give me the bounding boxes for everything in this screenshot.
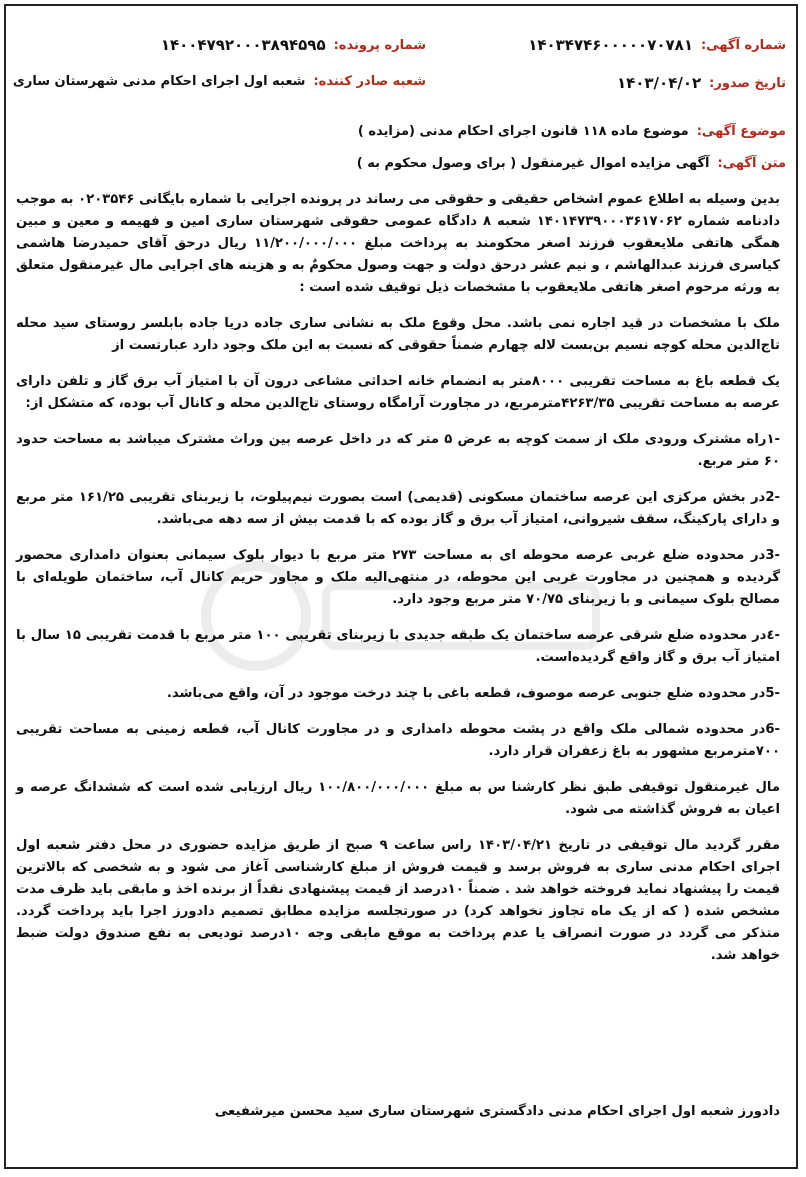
paragraph-auction-terms: مقرر گردید مال توقیفی در تاریخ ۱۴۰۳/۰۴/۲۱ راس ساعت ۹ صبح از طریق مزایده حضوری در محل دفتر شعبه اول اجرای احکام مدنی ساری به فروش برسد و قیمت فروش از مبلغ کارشناسی آغاز می شود و به شخصی که بالاترین قیمت را پیشنهاد نماید فروخته خواهد شد . ضمناً ۱۰درصد از قیمت پیشنهادی نقداً از برنده اخذ و مابقی باید ظرف مدت مشخص شده ( که از یک ماه تجاوز نخواهد کرد) در صورتجلسه مزایده مطابق تصمیم دادورز اجرا باید پرداخت گردد. متذکر می گردد در صورت انصراف یا عدم پرداخت به موقع مابقی وجه ۱۰درصد تودیعی به نفع صندوق دولت ضبط خواهد شد. xyxy=(16,838,781,963)
paragraph-intro: بدین وسیله به اطلاع عموم اشخاص حقیقی و حقوقی می رساند در پرونده اجرایی با شماره بایگانی ۰۲۰۳۵۴۶ به موجب دادنامه شماره ۱۴۰۱۴۷۳۹۰۰۰۳۶۱۷۰۶۲ شعبه ۸ دادگاه عمومی حقوقی شهرستان ساری امین و فهیمه و معین و مبین همگی هاتفی ملایعقوب فرزند اصغر محکومند به پرداخت مبلغ ۱۱/۲۰۰/۰۰۰/۰۰۰ ریال درحق آقای حمیدرضا هاشمی کیاسری فرزند عبدالهاشم ، و نیم عشر درحق دولت و جهت وصول محکومٌ به و هزینه های اجرایی مال غیرمنقول متعلق به ورثه مرحوم اصغر هاتفی ملایعقوب با مشخصات ذیل توقیف شده است : xyxy=(16,192,781,295)
subject-value: موضوع ماده ۱۱۸ قانون اجرای احکام مدنی (مزایده ) xyxy=(357,124,689,139)
notice-number: ۱۴۰۳۴۷۴۶۰۰۰۰۰۷۰۷۸۱ xyxy=(528,36,693,54)
notice-frame xyxy=(4,4,798,1169)
file-number-row xyxy=(161,36,426,54)
notice-text-value: آگهی مزایده اموال غیرمنقول ( برای وصول محکوم به ) xyxy=(356,156,710,171)
notice-body xyxy=(16,189,780,981)
notice-number-row xyxy=(528,36,786,54)
issue-date: ۱۴۰۳/۰۴/۰۲ xyxy=(616,74,702,92)
signature: دادورز شعبه اول اجرای احکام مدنی دادگستری شهرستان ساری سید محسن میرشفیعی xyxy=(214,1104,780,1119)
paragraph-property-description: یک قطعه باغ به مساحت تقریبی ۸۰۰۰متر به انضمام خانه احداثی مشاعی درون آن با امتیاز آب برق گاز و تلفن دارای عرصه به مساحت تقریبی ۴۲۶۳/۳۵مترمربع، در مجاورت آرامگاه روستای تاج‌الدین محله و کانال آب بوده، که متشکل از: xyxy=(16,374,780,411)
notice-text-label: متن آگهی: xyxy=(717,156,786,171)
paragraph-item-1: -۱راه مشترک ورودی ملک از سمت کوچه به عرض ۵ متر که در داخل عرصه بین وراث مشترک میباشد به مساحت حدود ۶۰ متر مربع. xyxy=(16,432,780,469)
paragraph-item-2: -2در بخش مرکزی این عرصه ساختمان مسکونی (قدیمی) است بصورت نیم‌پیلوت، با زیربنای تقریبی ۱۶۱/۲۵ متر مربع و دارای پارکینگ، سقف شیروانی، امتیاز آب برق و گاز بوده که با قدمت بیش از سه دهه می‌باشد. xyxy=(16,490,780,527)
paragraph-item-6: -6در محدوده شمالی ملک واقع در پشت محوطه دامداری و در مجاورت کانال آب، قطعه زمینی به مساحت تقریبی ۷۰۰مترمربع مشهور به باغ زعفران قرار دارد. xyxy=(16,722,780,759)
issue-date-label: تاریخ صدور: xyxy=(709,75,786,91)
issuer-row xyxy=(13,74,426,89)
paragraph-property-status: ملک با مشخصات در قید اجاره نمی باشد. محل وقوع ملک به نشانی ساری جاده دریا جاده بابلسر روستای سید محله تاج‌الدین محله کوچه نسیم بن‌بست لاله چهارم ضمناً حقوقی که نسبت به این ملک وجود دارد عبارتست از xyxy=(16,316,780,353)
file-number: ۱۴۰۰۴۷۹۲۰۰۰۳۸۹۴۵۹۵ xyxy=(160,36,326,54)
paragraph-valuation: مال غیرمنقول توقیفی طبق نظر کارشنا س به مبلغ ۱۰۰/۸۰۰/۰۰۰/۰۰۰ ریال ارزیابی شده است که ششدانگ عرصه و اعیان به فروش گذاشته می شود. xyxy=(16,780,781,817)
notice-number-label: شماره آگهی: xyxy=(700,37,786,53)
paragraph-item-5: -5در محدوده ضلع جنوبی عرصه موصوف، قطعه باغی با چند درخت موجود در آن، واقع می‌باشد. xyxy=(166,686,780,701)
paragraph-item-3: -3در محدوده ضلع غربی عرصه محوطه ای به مساحت ۲۷۳ متر مربع با دیوار بلوک سیمانی بعنوان دامداری محصور گردیده و همچنین در مجاورت غربی این محوطه، در منتهی‌الیه ملک و مجاور حریم کانال آب، ساختمان طویله‌ای با مصالح بلوک سیمانی و با زیربنای ۷۰/۷۵ متر مربع وجود دارد. xyxy=(16,548,780,607)
notice-text-row xyxy=(357,156,786,171)
issuer-label: شعبه صادر کننده: xyxy=(313,74,426,89)
paragraph-item-4: -٤در محدوده ضلع شرقی عرصه ساختمان یک طبقه جدیدی با زیربنای تقریبی ۱۰۰ متر مربع با قدمت تقریبی ۱۵ سال با امتیاز آب برق و گاز واقع گردیده‌است. xyxy=(16,628,780,665)
subject-row xyxy=(358,124,786,139)
issuer: شعبه اول اجرای احکام مدنی شهرستان ساری xyxy=(12,74,306,89)
file-number-label: شماره پرونده: xyxy=(333,37,426,53)
subject-label: موضوع آگهی: xyxy=(696,124,786,139)
issue-date-row xyxy=(617,74,786,92)
